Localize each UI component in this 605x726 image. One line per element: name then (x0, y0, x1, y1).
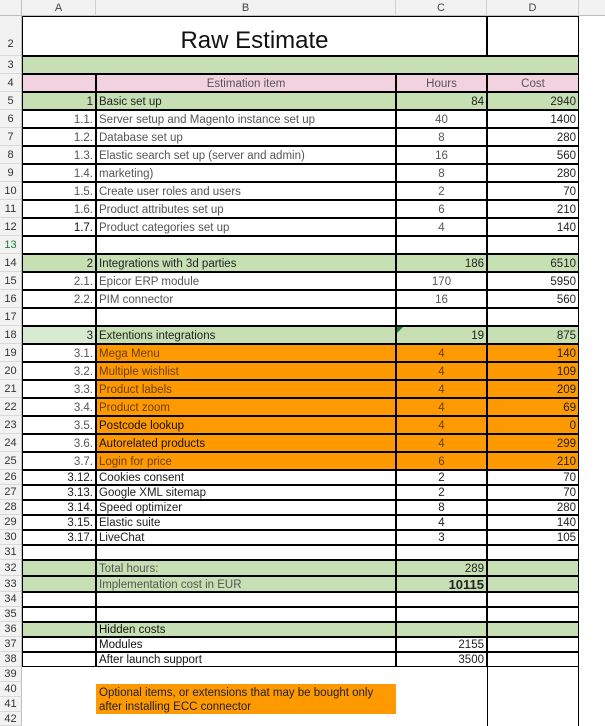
cell[interactable] (487, 560, 579, 576)
optional-item-cost[interactable]: 210 (487, 452, 579, 470)
total-hours-value[interactable]: 289 (396, 560, 487, 576)
hidden-costs-title[interactable]: Hidden costs (96, 622, 396, 637)
item-number[interactable]: 1.3. (22, 146, 96, 164)
item-label[interactable]: LiveChat (96, 530, 396, 545)
item-label[interactable]: Epicor ERP module (96, 272, 396, 290)
optional-item-label[interactable]: Product zoom (96, 398, 396, 416)
item-number[interactable]: 1.5. (22, 182, 96, 200)
item-cost[interactable]: 560 (487, 146, 579, 164)
item-number[interactable]: 1.1. (22, 110, 96, 128)
row-header[interactable]: 10 (0, 182, 22, 200)
cell[interactable] (22, 652, 96, 667)
item-cost[interactable]: 70 (487, 182, 579, 200)
implementation-cost-value[interactable]: 10115 (396, 576, 487, 592)
row-header[interactable]: 27 (0, 485, 22, 500)
support-value[interactable]: 3500 (396, 652, 487, 667)
optional-item-label[interactable]: Postcode lookup (96, 416, 396, 434)
green-separator-row[interactable] (22, 56, 579, 74)
row-header[interactable]: 39 (0, 667, 22, 682)
cell[interactable] (396, 308, 487, 326)
cell[interactable] (396, 622, 487, 637)
item-hours[interactable]: 16 (396, 146, 487, 164)
optional-item-cost[interactable]: 69 (487, 398, 579, 416)
comment-indicator-icon (397, 327, 403, 333)
item-label[interactable]: Create user roles and users (96, 182, 396, 200)
item-hours[interactable]: 8 (396, 500, 487, 515)
item-cost[interactable]: 140 (487, 218, 579, 236)
optional-item-label[interactable]: Autorelated products (96, 434, 396, 452)
item-cost[interactable]: 1400 (487, 110, 579, 128)
row-header[interactable]: 21 (0, 380, 22, 398)
cell[interactable] (22, 545, 96, 560)
item-number[interactable]: 3.5. (22, 416, 96, 434)
item-hours[interactable]: 4 (396, 218, 487, 236)
row-header[interactable]: 34 (0, 592, 22, 607)
section-hours[interactable]: 186 (396, 254, 487, 272)
cell[interactable] (396, 592, 487, 607)
item-cost[interactable]: 105 (487, 530, 579, 545)
optional-item-hours[interactable]: 6 (396, 452, 487, 470)
optional-item-hours[interactable]: 4 (396, 344, 487, 362)
item-cost[interactable]: 560 (487, 290, 579, 308)
item-cost[interactable]: 5950 (487, 272, 579, 290)
section-cost[interactable]: 2940 (487, 92, 579, 110)
cell[interactable] (487, 308, 579, 326)
row-header[interactable]: 9 (0, 164, 22, 182)
row-header[interactable]: 6 (0, 110, 22, 128)
header-cost[interactable]: Cost (487, 74, 579, 92)
row-header[interactable]: 7 (0, 128, 22, 146)
item-label[interactable]: Cookies consent (96, 470, 396, 485)
optional-item-hours[interactable]: 4 (396, 434, 487, 452)
select-all-corner[interactable] (0, 0, 22, 16)
item-number[interactable]: 1.4. (22, 164, 96, 182)
optional-item-label[interactable]: Mega Menu (96, 344, 396, 362)
section-number[interactable]: 3 (22, 326, 96, 344)
implementation-cost-label[interactable]: Implementation cost in EUR (96, 576, 396, 592)
row-header[interactable]: 12 (0, 218, 22, 236)
cell[interactable] (487, 607, 579, 622)
cell[interactable] (396, 236, 487, 254)
column-border (578, 667, 579, 726)
item-cost[interactable]: 280 (487, 500, 579, 515)
row-header[interactable]: 16 (0, 290, 22, 308)
item-label[interactable]: Elastic search set up (server and admin) (96, 146, 396, 164)
item-hours[interactable]: 40 (396, 110, 487, 128)
cell[interactable] (22, 637, 96, 652)
item-number[interactable]: 3.17. (22, 530, 96, 545)
cell[interactable] (96, 592, 396, 607)
cell[interactable] (487, 637, 579, 652)
item-number[interactable]: 3.12. (22, 470, 96, 485)
row-header[interactable]: 32 (0, 560, 22, 576)
row-header[interactable]: 19 (0, 344, 22, 362)
cell[interactable] (487, 545, 579, 560)
row-header[interactable]: 22 (0, 398, 22, 416)
item-label[interactable]: PIM connector (96, 290, 396, 308)
cell[interactable] (96, 236, 396, 254)
modules-label[interactable]: Modules (96, 637, 396, 652)
cell[interactable] (396, 607, 487, 622)
item-hours[interactable]: 2 (396, 485, 487, 500)
section-number[interactable]: 1 (22, 92, 96, 110)
column-border (487, 667, 488, 726)
row-header[interactable]: 40 (0, 682, 22, 697)
row-header[interactable]: 8 (0, 146, 22, 164)
column-header-b[interactable]: B (96, 0, 396, 16)
row-header[interactable]: 36 (0, 622, 22, 637)
item-label[interactable]: Product categories set up (96, 218, 396, 236)
optional-item-hours[interactable]: 4 (396, 362, 487, 380)
row-header[interactable]: 17 (0, 308, 22, 326)
item-cost[interactable]: 70 (487, 470, 579, 485)
row-header[interactable]: 2 (0, 16, 22, 56)
row-header[interactable]: 31 (0, 545, 22, 560)
item-number[interactable]: 3.14. (22, 500, 96, 515)
item-number[interactable]: 3.3. (22, 380, 96, 398)
optional-item-cost[interactable]: 140 (487, 344, 579, 362)
cell[interactable] (22, 560, 96, 576)
section-number[interactable]: 2 (22, 254, 96, 272)
item-number[interactable]: 1.7. (22, 218, 96, 236)
optional-item-cost[interactable]: 109 (487, 362, 579, 380)
section-label[interactable]: Extentions integrations (96, 326, 396, 344)
sheet-title[interactable]: Raw Estimate (22, 16, 487, 56)
optional-item-hours[interactable]: 4 (396, 398, 487, 416)
column-header-e[interactable] (579, 0, 605, 16)
row-header[interactable]: 26 (0, 470, 22, 485)
row-header[interactable]: 14 (0, 254, 22, 272)
optional-item-label[interactable]: Login for price (96, 452, 396, 470)
item-hours[interactable]: 170 (396, 272, 487, 290)
item-hours[interactable]: 16 (396, 290, 487, 308)
cell[interactable] (22, 308, 96, 326)
cell[interactable] (22, 576, 96, 592)
section-label[interactable]: Integrations with 3d parties (96, 254, 396, 272)
item-hours[interactable]: 4 (396, 515, 487, 530)
modules-value[interactable]: 2155 (396, 637, 487, 652)
row-header[interactable]: 41 (0, 697, 22, 712)
cell[interactable] (96, 545, 396, 560)
column-header-a[interactable]: A (22, 0, 96, 16)
cell[interactable] (487, 16, 579, 56)
header-hours[interactable]: Hours (396, 74, 487, 92)
item-number[interactable]: 3.4. (22, 398, 96, 416)
row-header[interactable]: 35 (0, 607, 22, 622)
optional-item-cost[interactable]: 299 (487, 434, 579, 452)
item-number[interactable]: 3.1. (22, 344, 96, 362)
row-header[interactable]: 42 (0, 712, 22, 726)
cell[interactable] (22, 607, 96, 622)
row-header[interactable]: 30 (0, 530, 22, 545)
row-header[interactable]: 4 (0, 74, 22, 92)
cell[interactable] (22, 74, 96, 92)
item-number[interactable]: 3.13. (22, 485, 96, 500)
item-hours[interactable]: 6 (396, 200, 487, 218)
item-number[interactable]: 1.6. (22, 200, 96, 218)
optional-item-cost[interactable]: 0 (487, 416, 579, 434)
item-label[interactable]: Server setup and Magento instance set up (96, 110, 396, 128)
row-header[interactable]: 5 (0, 92, 22, 110)
row-header[interactable]: 29 (0, 515, 22, 530)
optional-item-label[interactable]: Product labels (96, 380, 396, 398)
row-header[interactable]: 20 (0, 362, 22, 380)
item-number[interactable]: 2.1. (22, 272, 96, 290)
row-header[interactable]: 25 (0, 452, 22, 470)
item-hours[interactable]: 2 (396, 182, 487, 200)
item-label[interactable]: marketing) (96, 164, 396, 182)
item-cost[interactable]: 280 (487, 164, 579, 182)
column-header-d[interactable]: D (487, 0, 579, 16)
cell[interactable] (487, 576, 579, 592)
item-label[interactable]: Speed optimizer (96, 500, 396, 515)
optional-item-hours[interactable]: 4 (396, 416, 487, 434)
row-header[interactable]: 38 (0, 652, 22, 667)
item-cost[interactable]: 210 (487, 200, 579, 218)
item-number[interactable]: 3.6. (22, 434, 96, 452)
section-hours[interactable]: 84 (396, 92, 487, 110)
row-header[interactable]: 28 (0, 500, 22, 515)
row-header[interactable]: 18 (0, 326, 22, 344)
item-cost[interactable]: 140 (487, 515, 579, 530)
item-hours[interactable]: 8 (396, 128, 487, 146)
row-header[interactable]: 33 (0, 576, 22, 592)
section-label[interactable]: Basic set up (96, 92, 396, 110)
optional-item-hours[interactable]: 4 (396, 380, 487, 398)
header-estimation-item[interactable]: Estimation item (96, 74, 396, 92)
section-cost[interactable]: 875 (487, 326, 579, 344)
item-number[interactable]: 3.15. (22, 515, 96, 530)
cell[interactable] (22, 622, 96, 637)
cell[interactable] (22, 236, 96, 254)
cell[interactable] (22, 592, 96, 607)
cell[interactable] (487, 592, 579, 607)
row-header[interactable]: 23 (0, 416, 22, 434)
row-header[interactable]: 15 (0, 272, 22, 290)
optional-items-legend[interactable]: Optional items, or extensions that may be bought only after installing ECC connector (96, 684, 396, 714)
item-label[interactable]: Database set up (96, 128, 396, 146)
cell[interactable] (487, 652, 579, 667)
section-cost[interactable]: 6510 (487, 254, 579, 272)
item-label[interactable]: Google XML sitemap (96, 485, 396, 500)
support-label[interactable]: After launch support (96, 652, 396, 667)
item-number[interactable]: 3.2. (22, 362, 96, 380)
row-header[interactable]: 24 (0, 434, 22, 452)
row-header[interactable]: 11 (0, 200, 22, 218)
row-header[interactable]: 3 (0, 56, 22, 74)
optional-item-label[interactable]: Multiple wishlist (96, 362, 396, 380)
item-hours[interactable]: 2 (396, 470, 487, 485)
optional-item-cost[interactable]: 209 (487, 380, 579, 398)
item-number[interactable]: 3.7. (22, 452, 96, 470)
cell[interactable] (96, 607, 396, 622)
item-label[interactable]: Elastic suite (96, 515, 396, 530)
total-hours-label[interactable]: Total hours: (96, 560, 396, 576)
item-label[interactable]: Product attributes set up (96, 200, 396, 218)
item-cost[interactable]: 280 (487, 128, 579, 146)
item-number[interactable]: 2.2. (22, 290, 96, 308)
item-hours[interactable]: 8 (396, 164, 487, 182)
cell[interactable] (487, 236, 579, 254)
cell[interactable] (396, 545, 487, 560)
row-header[interactable]: 37 (0, 637, 22, 652)
item-hours[interactable]: 3 (396, 530, 487, 545)
cell[interactable] (96, 308, 396, 326)
section-hours[interactable]: 19 (396, 326, 487, 344)
cell[interactable] (487, 622, 579, 637)
item-cost[interactable]: 70 (487, 485, 579, 500)
item-number[interactable]: 1.2. (22, 128, 96, 146)
row-header[interactable]: 13 (0, 236, 22, 254)
column-header-c[interactable]: C (396, 0, 487, 16)
